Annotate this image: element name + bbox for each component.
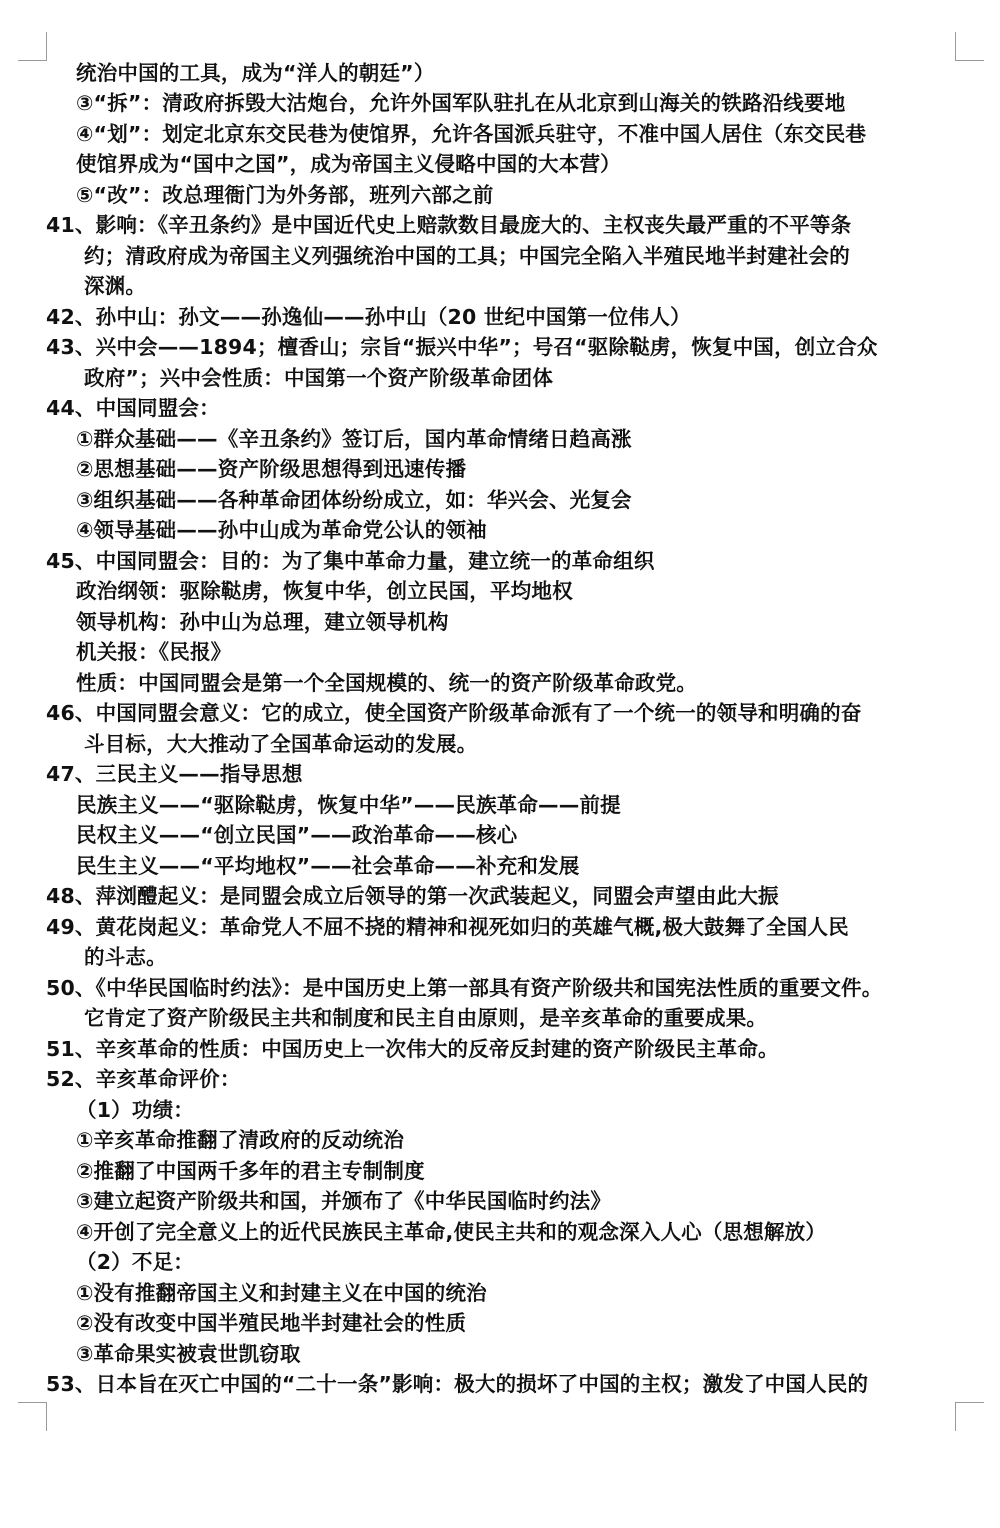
text-line: ①群众基础——《辛丑条约》签订后，国内革命情绪日趋高涨 <box>76 427 632 451</box>
text-line: ④领导基础——孙中山成为革命党公认的领袖 <box>76 518 487 542</box>
text-line: ③“拆”：清政府拆毁大沽炮台，允许外国军队驻扎在从北京到山海关的铁路沿线要地 <box>76 91 846 115</box>
text-line: 46、中国同盟会意义：它的成立，使全国资产阶级革命派有了一个统一的领导和明确的奋 <box>46 701 862 725</box>
text-line: 性质：中国同盟会是第一个全国规模的、统一的资产阶级革命政党。 <box>76 671 697 695</box>
text-line: 领导机构：孙中山为总理，建立领导机构 <box>76 610 449 634</box>
text-line: ⑤“改”：改总理衙门为外务部，班列六部之前 <box>76 183 494 207</box>
text-line: 深渊。 <box>84 274 147 298</box>
text-line: 的斗志。 <box>84 945 167 969</box>
crop-mark-top-right <box>955 32 984 61</box>
text-line: 斗目标，大大推动了全国革命运动的发展。 <box>84 732 478 756</box>
text-line: ③革命果实被袁世凯窃取 <box>76 1342 301 1366</box>
text-line: 统治中国的工具，成为“洋人的朝廷”） <box>76 61 435 85</box>
text-line: 政治纲领：驱除鞑虏，恢复中华，创立民国，平均地权 <box>76 579 573 603</box>
text-line: ②思想基础——资产阶级思想得到迅速传播 <box>76 457 467 481</box>
text-line: （1）功绩： <box>76 1098 194 1122</box>
text-line: ③建立起资产阶级共和国，并颁布了《中华民国临时约法》 <box>76 1189 612 1213</box>
crop-mark-bottom-right <box>955 1402 984 1431</box>
text-line: 52、辛亥革命评价： <box>46 1067 241 1091</box>
text-line: ①没有推翻帝国主义和封建主义在中国的统治 <box>76 1281 487 1305</box>
text-line: 50、《中华民国临时约法》：是中国历史上第一部具有资产阶级共和国宪法性质的重要文件。 <box>46 976 883 1000</box>
text-line: 51、辛亥革命的性质：中国历史上一次伟大的反帝反封建的资产阶级民主革命。 <box>46 1037 779 1061</box>
text-line: 使馆界成为“国中之国”，成为帝国主义侵略中国的大本营） <box>76 152 621 176</box>
text-line: ④“划”：划定北京东交民巷为使馆界，允许各国派兵驻守，不准中国人居住（东交民巷 <box>76 122 867 146</box>
text-line: 机关报：《民报》 <box>76 640 232 664</box>
text-line: ③组织基础——各种革命团体纷纷成立，如：华兴会、光复会 <box>76 488 632 512</box>
text-line: 它肯定了资产阶级民主共和制度和民主自由原则，是辛亥革命的重要成果。 <box>84 1006 768 1030</box>
text-line: 47、三民主义——指导思想 <box>46 762 303 786</box>
text-line: （2）不足： <box>76 1250 194 1274</box>
text-line: 48、萍浏醴起义：是同盟会成立后领导的第一次武装起义，同盟会声望由此大振 <box>46 884 779 908</box>
text-line: ①辛亥革命推翻了清政府的反动统治 <box>76 1128 405 1152</box>
text-line: 约；清政府成为帝国主义列强统治中国的工具；中国完全陷入半殖民地半封建社会的 <box>84 244 850 268</box>
text-line: 民权主义——“创立民国”——政治革命——核心 <box>76 823 518 847</box>
text-line: 42、孙中山：孙文——孙逸仙——孙中山（20 世纪中国第一位伟人） <box>46 305 691 329</box>
text-line: 53、日本旨在灭亡中国的“二十一条”影响：极大的损坏了中国的主权；激发了中国人民的 <box>46 1372 869 1396</box>
text-line: 43、兴中会——1894；檀香山；宗旨“振兴中华”；号召“驱除鞑虏，恢复中国，创立合众 <box>46 335 878 359</box>
text-line: 45、中国同盟会：目的：为了集中革命力量，建立统一的革命组织 <box>46 549 655 573</box>
text-line: 政府”；兴中会性质：中国第一个资产阶级革命团体 <box>84 366 554 390</box>
text-line: 41、影响：《辛丑条约》是中国近代史上赔款数目最庞大的、主权丧失最严重的不平等条 <box>46 213 852 237</box>
text-line: ②没有改变中国半殖民地半封建社会的性质 <box>76 1311 467 1335</box>
text-line: 民族主义——“驱除鞑虏，恢复中华”——民族革命——前提 <box>76 793 621 817</box>
crop-mark-top-left <box>18 32 47 61</box>
text-line: ④开创了完全意义上的近代民族民主革命,使民主共和的观念深入人心（思想解放） <box>76 1220 827 1244</box>
text-line: ②推翻了中国两千多年的君主专制制度 <box>76 1159 425 1183</box>
text-line: 49、黄花岗起义：革命党人不屈不挠的精神和视死如归的英雄气概,极大鼓舞了全国人民 <box>46 915 849 939</box>
text-line: 44、中国同盟会： <box>46 396 220 420</box>
text-line: 民生主义——“平均地权”——社会革命——补充和发展 <box>76 854 580 878</box>
crop-mark-bottom-left <box>18 1402 47 1431</box>
